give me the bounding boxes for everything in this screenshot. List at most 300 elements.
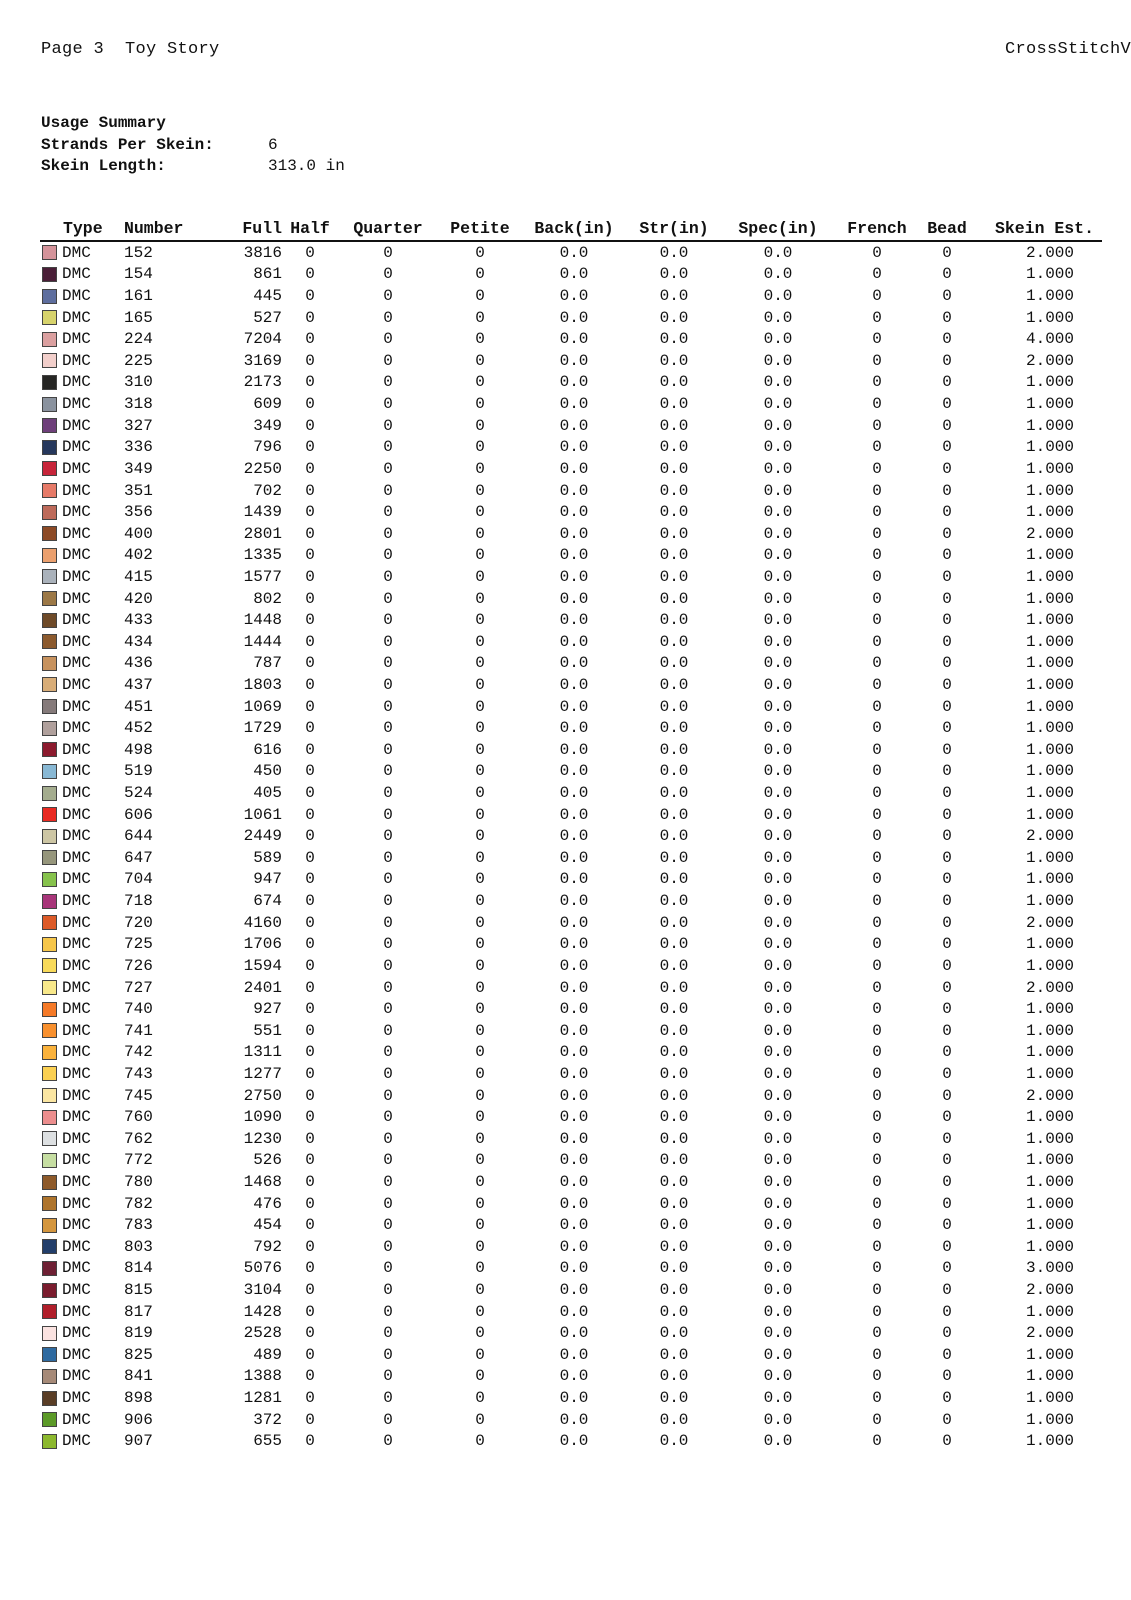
cell-str: 0.0 [659,1324,689,1343]
cell-number: 336 [124,438,153,457]
cell-skein-est: 1.000 [1025,589,1074,608]
cell-type: DMC [62,654,91,673]
cell-full: 3816 [243,243,282,262]
table-row [40,674,1102,696]
table-row [40,1063,1102,1085]
cell-swatch [40,1322,62,1344]
color-swatch [42,915,57,930]
cell-half: 0 [305,1324,315,1343]
cell-type: DMC [62,956,91,975]
cell-quarter: 0 [383,1108,393,1127]
cell-full: 1468 [243,1173,282,1191]
cell-back: 0.0 [559,1237,589,1256]
cell-number: 606 [124,805,153,824]
cell-swatch [40,696,62,718]
cell-str: 0.0 [659,632,689,651]
cell-number: 420 [124,589,153,608]
cell-quarter: 0 [383,1367,393,1386]
cell-full: 1281 [243,1389,282,1408]
cell-half: 0 [305,1151,315,1170]
cell-skein-est: 1.000 [1025,654,1074,673]
col-header-spec: Spec(in) [722,217,834,241]
cell-swatch [40,1279,62,1301]
cell-swatch [40,631,62,653]
cell-quarter: 0 [383,524,393,543]
cell-bead: 0 [942,287,952,306]
cell-petite: 0 [475,978,485,997]
cell-back: 0.0 [559,243,589,262]
cell-str: 0.0 [659,287,689,306]
cell-spec: 0.0 [763,1173,793,1191]
cell-french: 0 [872,848,882,867]
cell-str: 0.0 [659,1259,689,1278]
cell-spec: 0.0 [763,546,793,565]
cell-half: 0 [305,1173,315,1191]
color-swatch [42,1110,57,1125]
color-swatch [42,1434,57,1449]
summary-title: Usage Summary [41,114,166,132]
cell-str: 0.0 [659,1129,689,1148]
cell-bead: 0 [942,848,952,867]
cell-bead: 0 [942,1345,952,1364]
cell-spec: 0.0 [763,416,793,435]
cell-french: 0 [872,740,882,759]
table-row [40,653,1102,675]
table-header [40,217,1102,241]
cell-petite: 0 [475,935,485,954]
color-swatch [42,375,57,390]
cell-swatch [40,825,62,847]
table-row [40,1128,1102,1150]
cell-back: 0.0 [559,308,589,327]
cell-back: 0.0 [559,1151,589,1170]
cell-bead: 0 [942,589,952,608]
cell-petite: 0 [475,395,485,414]
table-row [40,1150,1102,1172]
cell-half: 0 [305,265,315,284]
cell-half: 0 [305,654,315,673]
cell-swatch [40,415,62,437]
cell-half: 0 [305,1345,315,1364]
cell-quarter: 0 [383,438,393,457]
cell-back: 0.0 [559,848,589,867]
cell-full: 702 [253,481,282,500]
table-row [40,998,1102,1020]
cell-half: 0 [305,438,315,457]
cell-petite: 0 [475,1129,485,1148]
cell-french: 0 [872,1000,882,1019]
col-header-number: Number [120,217,210,241]
cell-back: 0.0 [559,1410,589,1429]
cell-petite: 0 [475,1324,485,1343]
table-row [40,588,1102,610]
cell-number: 841 [124,1367,153,1386]
cell-back: 0.0 [559,1259,589,1278]
cell-half: 0 [305,719,315,738]
cell-bead: 0 [942,762,952,781]
cell-spec: 0.0 [763,1194,793,1213]
cell-type: DMC [62,827,91,846]
cell-petite: 0 [475,1367,485,1386]
cell-swatch [40,674,62,696]
cell-bead: 0 [942,395,952,414]
cell-swatch [40,955,62,977]
cell-skein-est: 1.000 [1025,1021,1074,1040]
cell-skein-est: 1.000 [1025,1389,1074,1408]
cell-half: 0 [305,1086,315,1105]
cell-half: 0 [305,1281,315,1300]
cell-str: 0.0 [659,1281,689,1300]
table-row [40,545,1102,567]
cell-petite: 0 [475,308,485,327]
col-header-type: Type [40,217,120,241]
cell-str: 0.0 [659,1043,689,1062]
color-swatch [42,1283,57,1298]
table-row [40,264,1102,286]
cell-back: 0.0 [559,784,589,803]
cell-quarter: 0 [383,611,393,630]
cell-number: 524 [124,784,153,803]
cell-quarter: 0 [383,1173,393,1191]
cell-french: 0 [872,1021,882,1040]
cell-quarter: 0 [383,675,393,694]
cell-petite: 0 [475,459,485,478]
cell-spec: 0.0 [763,1389,793,1408]
cell-french: 0 [872,978,882,997]
cell-quarter: 0 [383,1000,393,1019]
cell-type: DMC [62,459,91,478]
cell-petite: 0 [475,1410,485,1429]
cell-quarter: 0 [383,654,393,673]
cell-full: 1439 [243,503,282,522]
table-row [40,696,1102,718]
cell-type: DMC [62,892,91,911]
cell-quarter: 0 [383,1324,393,1343]
cell-quarter: 0 [383,762,393,781]
cell-skein-est: 1.000 [1025,567,1074,586]
cell-swatch [40,285,62,307]
cell-half: 0 [305,481,315,500]
cell-type: DMC [62,546,91,565]
cell-spec: 0.0 [763,1237,793,1256]
cell-half: 0 [305,308,315,327]
cell-bead: 0 [942,827,952,846]
cell-number: 740 [124,1000,153,1019]
color-swatch [42,461,57,476]
cell-number: 356 [124,503,153,522]
cell-half: 0 [305,632,315,651]
cell-number: 783 [124,1216,153,1235]
cell-spec: 0.0 [763,1302,793,1321]
cell-number: 327 [124,416,153,435]
cell-half: 0 [305,848,315,867]
cell-bead: 0 [942,1410,952,1429]
cell-petite: 0 [475,611,485,630]
cell-number: 817 [124,1302,153,1321]
cell-number: 772 [124,1151,153,1170]
cell-back: 0.0 [559,287,589,306]
cell-swatch [40,436,62,458]
cell-full: 787 [253,654,282,673]
cell-spec: 0.0 [763,654,793,673]
color-swatch [42,850,57,865]
cell-french: 0 [872,1389,882,1408]
cell-str: 0.0 [659,1021,689,1040]
col-header-quarter: Quarter [338,217,438,241]
cell-number: 402 [124,546,153,565]
cell-bead: 0 [942,524,952,543]
cell-full: 1277 [243,1064,282,1083]
cell-type: DMC [62,503,91,522]
color-swatch [42,786,57,801]
cell-half: 0 [305,827,315,846]
cell-skein-est: 1.000 [1025,805,1074,824]
cell-quarter: 0 [383,287,393,306]
page-header-title: Page 3 Toy Story [41,40,220,59]
cell-french: 0 [872,524,882,543]
cell-full: 2173 [243,373,282,392]
cell-swatch [40,1431,62,1453]
cell-skein-est: 2.000 [1025,1281,1074,1300]
cell-number: 741 [124,1021,153,1040]
cell-half: 0 [305,1259,315,1278]
cell-number: 152 [124,243,153,262]
cell-bead: 0 [942,265,952,284]
cell-petite: 0 [475,1281,485,1300]
cell-quarter: 0 [383,632,393,651]
cell-str: 0.0 [659,1194,689,1213]
cell-full: 372 [253,1410,282,1429]
cell-str: 0.0 [659,1216,689,1235]
color-swatch [42,289,57,304]
cell-quarter: 0 [383,1345,393,1364]
cell-spec: 0.0 [763,287,793,306]
cell-number: 725 [124,935,153,954]
cell-petite: 0 [475,287,485,306]
cell-number: 906 [124,1410,153,1429]
color-swatch [42,1326,57,1341]
cell-bead: 0 [942,1237,952,1256]
cell-bead: 0 [942,438,952,457]
cell-skein-est: 1.000 [1025,935,1074,954]
cell-french: 0 [872,892,882,911]
cell-skein-est: 1.000 [1025,848,1074,867]
cell-french: 0 [872,632,882,651]
table-row [40,1214,1102,1236]
cell-spec: 0.0 [763,1021,793,1040]
cell-petite: 0 [475,1345,485,1364]
table-row [40,869,1102,891]
cell-spec: 0.0 [763,1086,793,1105]
cell-swatch [40,372,62,394]
cell-back: 0.0 [559,1432,589,1451]
color-swatch [42,569,57,584]
cell-str: 0.0 [659,1108,689,1127]
cell-half: 0 [305,395,315,414]
cell-petite: 0 [475,567,485,586]
cell-french: 0 [872,330,882,349]
cell-petite: 0 [475,956,485,975]
color-swatch [42,1023,57,1038]
cell-number: 310 [124,373,153,392]
cell-quarter: 0 [383,1281,393,1300]
col-header-half: Half [282,217,338,241]
cell-petite: 0 [475,265,485,284]
cell-type: DMC [62,1345,91,1364]
cell-number: 318 [124,395,153,414]
usage-summary [41,113,345,178]
cell-type: DMC [62,1216,91,1235]
cell-bead: 0 [942,503,952,522]
cell-french: 0 [872,395,882,414]
cell-petite: 0 [475,373,485,392]
color-swatch [42,267,57,282]
cell-spec: 0.0 [763,848,793,867]
table-row [40,328,1102,350]
cell-str: 0.0 [659,654,689,673]
cell-full: 527 [253,308,282,327]
cell-back: 0.0 [559,1043,589,1062]
cell-number: 433 [124,611,153,630]
cell-bead: 0 [942,567,952,586]
cell-str: 0.0 [659,308,689,327]
cell-skein-est: 4.000 [1025,330,1074,349]
cell-spec: 0.0 [763,784,793,803]
cell-spec: 0.0 [763,567,793,586]
cell-back: 0.0 [559,697,589,716]
cell-bead: 0 [942,697,952,716]
col-header-bead: Bead [920,217,974,241]
cell-str: 0.0 [659,546,689,565]
cell-petite: 0 [475,805,485,824]
cell-quarter: 0 [383,589,393,608]
cell-half: 0 [305,567,315,586]
cell-bead: 0 [942,1129,952,1148]
cell-type: DMC [62,1324,91,1343]
cell-skein-est: 1.000 [1025,1064,1074,1083]
cell-swatch [40,1020,62,1042]
cell-skein-est: 2.000 [1025,243,1074,262]
cell-petite: 0 [475,1389,485,1408]
cell-str: 0.0 [659,459,689,478]
cell-full: 861 [253,265,282,284]
cell-french: 0 [872,697,882,716]
cell-back: 0.0 [559,1064,589,1083]
cell-back: 0.0 [559,1108,589,1127]
cell-full: 1311 [243,1043,282,1062]
cell-back: 0.0 [559,1302,589,1321]
table-row [40,1106,1102,1128]
cell-skein-est: 1.000 [1025,1432,1074,1451]
table-row [40,1279,1102,1301]
cell-swatch [40,1344,62,1366]
cell-bead: 0 [942,1324,952,1343]
cell-str: 0.0 [659,438,689,457]
table-row [40,523,1102,545]
cell-french: 0 [872,459,882,478]
cell-type: DMC [62,1237,91,1256]
cell-number: 760 [124,1108,153,1127]
cell-full: 2449 [243,827,282,846]
cell-skein-est: 1.000 [1025,503,1074,522]
cell-str: 0.0 [659,784,689,803]
strands-per-skein-label: Strands Per Skein: [41,135,214,154]
color-swatch [42,245,57,260]
cell-type: DMC [62,1043,91,1062]
cell-petite: 0 [475,848,485,867]
cell-spec: 0.0 [763,459,793,478]
cell-back: 0.0 [559,265,589,284]
cell-full: 4160 [243,913,282,932]
cell-swatch [40,782,62,804]
cell-type: DMC [62,351,91,370]
cell-number: 825 [124,1345,153,1364]
cell-number: 351 [124,481,153,500]
cell-back: 0.0 [559,956,589,975]
cell-bead: 0 [942,956,952,975]
cell-type: DMC [62,913,91,932]
table-row [40,847,1102,869]
cell-type: DMC [62,373,91,392]
cell-quarter: 0 [383,243,393,262]
cell-bead: 0 [942,308,952,327]
cell-half: 0 [305,1302,315,1321]
cell-number: 225 [124,351,153,370]
cell-bead: 0 [942,870,952,889]
cell-french: 0 [872,1194,882,1213]
cell-type: DMC [62,784,91,803]
cell-spec: 0.0 [763,762,793,781]
cell-french: 0 [872,373,882,392]
col-header-back: Back(in) [522,217,626,241]
cell-str: 0.0 [659,1237,689,1256]
cell-str: 0.0 [659,870,689,889]
cell-full: 450 [253,762,282,781]
cell-swatch [40,1063,62,1085]
cell-half: 0 [305,870,315,889]
cell-french: 0 [872,546,882,565]
cell-number: 745 [124,1086,153,1105]
color-swatch [42,699,57,714]
cell-bead: 0 [942,1389,952,1408]
cell-type: DMC [62,870,91,889]
cell-str: 0.0 [659,1302,689,1321]
cell-spec: 0.0 [763,1064,793,1083]
cell-half: 0 [305,351,315,370]
color-swatch [42,1304,57,1319]
cell-swatch [40,804,62,826]
cell-quarter: 0 [383,978,393,997]
cell-back: 0.0 [559,675,589,694]
cell-half: 0 [305,784,315,803]
cell-bead: 0 [942,1000,952,1019]
cell-spec: 0.0 [763,243,793,262]
cell-bead: 0 [942,675,952,694]
cell-skein-est: 1.000 [1025,416,1074,435]
cell-skein-est: 1.000 [1025,784,1074,803]
cell-quarter: 0 [383,1194,393,1213]
table-row [40,1366,1102,1388]
cell-bead: 0 [942,632,952,651]
cell-petite: 0 [475,675,485,694]
cell-back: 0.0 [559,1173,589,1191]
cell-bead: 0 [942,1108,952,1127]
color-swatch [42,937,57,952]
cell-petite: 0 [475,870,485,889]
cell-number: 743 [124,1064,153,1083]
cell-number: 704 [124,870,153,889]
cell-bead: 0 [942,243,952,262]
